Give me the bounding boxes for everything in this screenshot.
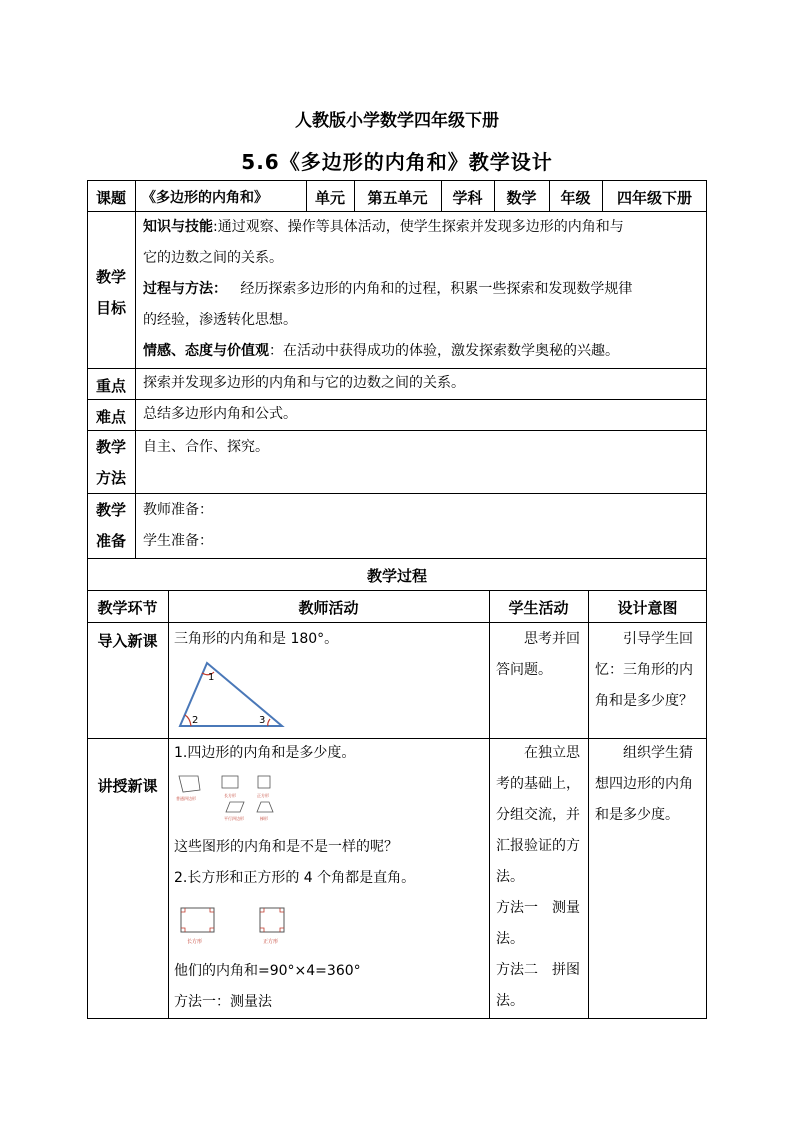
objectives-content: 知识与技能:通过观察、操作等具体活动，使学生探索并发现多边形的内角和与 它的边数之间的关系。 过程与方法： 经历探索多边形的内角和的过程，积累一些探索和发现数学规律 的经验，渗透转化思想。 情感、态度与价值观：在活动中获得成功的体验，激发探索数学奥秘的兴趣。 (143, 212, 703, 367)
row-divider (87, 622, 707, 623)
preparation-label-line: 准备 (95, 532, 126, 550)
method-label-line: 教学 (95, 438, 126, 456)
quad-label-parallelogram: 平行四边形 (224, 816, 244, 821)
intro-purpose-text (595, 624, 705, 717)
preparation-content (143, 495, 213, 557)
header-teacher: 教师活动 (298, 599, 359, 617)
difficulty-label: 难点 (95, 408, 126, 426)
process-text-cont: 的经验，渗透转化思想。 (143, 312, 297, 328)
emotion-text: ：在活动中获得成功的体验，激发探索数学奥秘的兴趣。 (269, 343, 619, 359)
intro-student-line: 思考并回 (524, 631, 580, 647)
teach-student-line: 方法二 拼图 (496, 962, 580, 978)
header-student: 学生活动 (508, 599, 569, 617)
emotion-title: 情感、态度与价值观 (143, 343, 269, 359)
quadrilaterals-figure (172, 770, 292, 826)
row-divider (87, 430, 707, 431)
topic-value: 《多边形的内角和》 (142, 190, 268, 206)
grade-value: 四年级下册 (616, 189, 692, 207)
process-title: 过程与方法： (143, 281, 227, 297)
intro-stage: 导入新课 (97, 632, 158, 650)
teach-line-2: 这些图形的内角和是不是一样的呢？ (174, 839, 398, 855)
method-label-line: 方法 (95, 469, 126, 487)
teach-purpose-text (595, 738, 705, 831)
quad-label-square: 正方形 (257, 793, 269, 798)
teach-student-line: 考的基础上， (496, 776, 580, 792)
teach-student-line: 分组交流，并 (496, 807, 580, 823)
row-divider (87, 493, 707, 494)
objectives-label-line: 教学 (95, 268, 126, 286)
teach-student-line: 汇报验证的方 (496, 838, 580, 854)
intro-teacher-text: 三角形的内角和是 180°。 (174, 631, 339, 647)
knowledge-text: 通过观察、操作等具体活动，使学生探索并发现多边形的内角和与 (217, 219, 624, 235)
method-label (87, 432, 135, 494)
student-prep: 学生准备： (143, 533, 213, 549)
angle-label-2: 2 (192, 715, 199, 726)
triangle-figure (172, 655, 292, 735)
quad-label-trapezoid: 梯形 (260, 816, 268, 821)
knowledge-text-cont: 它的边数之间的关系。 (143, 250, 283, 266)
row-divider (87, 590, 707, 591)
unit-value: 第五单元 (367, 189, 428, 207)
teach-student-line: 方法一 测量 (496, 900, 580, 916)
col-divider (168, 590, 169, 1019)
intro-purpose-line: 角和是多少度？ (595, 693, 693, 709)
teach-line-3: 2.长方形和正方形的 4 个角都是直角。 (174, 870, 416, 886)
preparation-label-line: 教学 (95, 501, 126, 519)
teach-student-line: 法。 (496, 993, 524, 1009)
topic-label: 课题 (95, 189, 126, 207)
subject-value: 数学 (506, 189, 537, 207)
key-point-text: 探索并发现多边形的内角和与它的边数之间的关系。 (143, 375, 465, 391)
header-stage: 教学环节 (97, 599, 158, 617)
col-divider (489, 590, 490, 1019)
rectangle-square-figure (172, 900, 292, 952)
objectives-label-line: 目标 (95, 299, 126, 317)
process-text: 经历探索多边形的内角和的过程，积累一些探索和发现数学规律 (240, 281, 633, 297)
rect-label-rectangle: 长方形 (187, 939, 203, 945)
intro-student-text (496, 624, 584, 686)
document-title: 人教版小学数学四年级下册 (295, 111, 499, 131)
angle-label-3: 3 (259, 715, 266, 726)
col-divider (588, 590, 589, 1019)
teach-student-text (496, 738, 586, 1017)
method-text: 自主、合作、探究。 (143, 439, 269, 455)
teach-stage: 讲授新课 (97, 777, 158, 795)
angle-label-1: 1 (208, 672, 215, 683)
knowledge-title: 知识与技能 (143, 219, 213, 235)
unit-label: 单元 (314, 189, 345, 207)
grade-label: 年级 (560, 189, 591, 207)
difficulty-text: 总结多边形内角和公式。 (143, 406, 297, 422)
document-subtitle: 5.6《多边形的内角和》教学设计 (241, 150, 553, 174)
quad-label-general: 普通四边形 (176, 796, 196, 801)
teacher-prep: 教师准备： (143, 502, 213, 518)
objectives-label (87, 262, 135, 324)
teach-student-line: 法。 (496, 931, 524, 947)
col-divider (135, 180, 136, 558)
intro-purpose-line: 引导学生回 (623, 631, 693, 647)
subject-label: 学科 (452, 189, 483, 207)
teach-line-1: 1.四边形的内角和是多少度。 (174, 745, 356, 761)
teach-purpose-line: 和是多少度。 (595, 807, 679, 823)
intro-purpose-line: 忆：三角形的内 (595, 662, 693, 678)
teach-purpose-line: 组织学生猜 (623, 745, 693, 761)
row-divider (87, 558, 707, 559)
teach-line-5: 方法一：测量法 (174, 994, 272, 1010)
quad-label-rectangle: 长方形 (224, 793, 236, 798)
process-title: 教学过程 (366, 567, 427, 585)
teach-student-line: 法。 (496, 869, 524, 885)
preparation-label (87, 495, 135, 557)
header-purpose: 设计意图 (617, 599, 678, 617)
teach-student-line: 在独立思 (524, 745, 580, 761)
teach-line-4: 他们的内角和=90°×4=360° (174, 963, 361, 979)
key-point-label: 重点 (95, 377, 126, 395)
rect-label-square: 正方形 (263, 939, 279, 945)
teach-purpose-line: 想四边形的内角 (595, 776, 693, 792)
intro-student-line: 答问题。 (496, 662, 552, 678)
